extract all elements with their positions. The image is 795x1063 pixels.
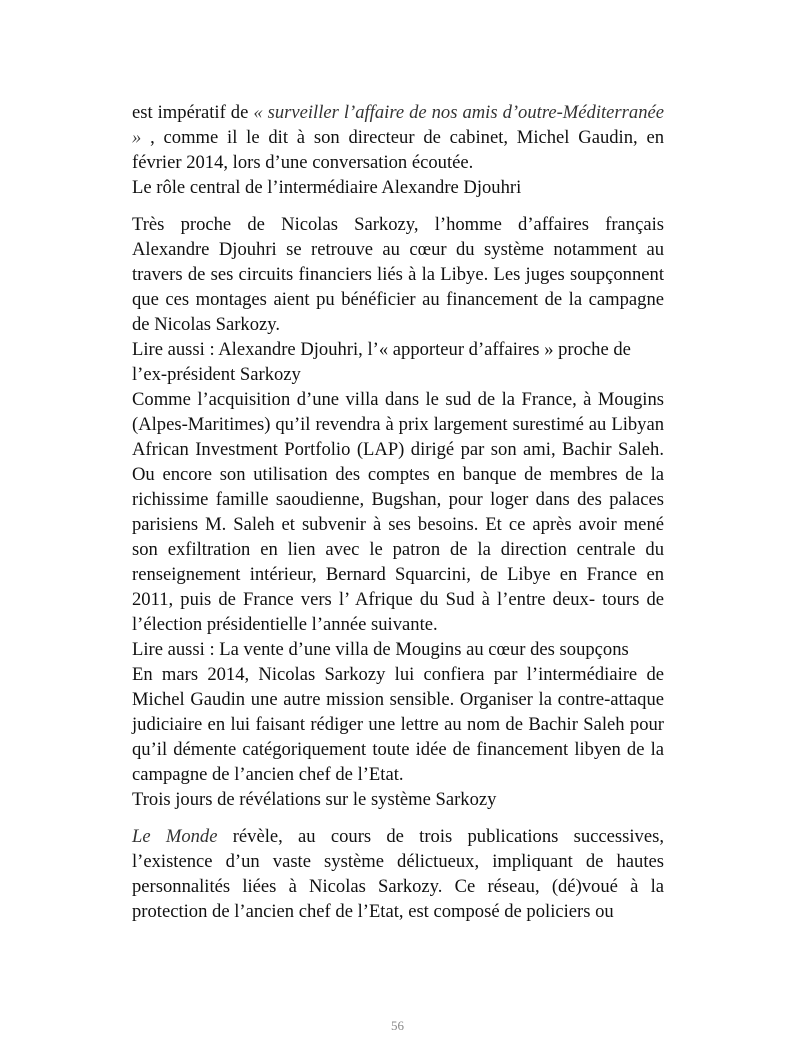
paragraph-le-monde — [132, 824, 664, 924]
paragraph-counter-attack: En mars 2014, Nicolas Sarkozy lui confiera par l’intermédiaire de Michel Gaudin une autre mission sensible. Organiser la contre-attaque judiciaire en lui faisant rédiger une lettre au nom de Bachir Saleh pour qu’il démente catégoriquement toute idée de financement libyen de la campagne de l’ancien chef de l’Etat. — [132, 664, 664, 785]
intro-text-start: est impératif de — [132, 102, 254, 123]
paragraph-villa-mougins: Comme l’acquisition d’une villa dans le sud de la France, à Mougins (Alpes-Maritimes) qu’il revendra à prix largement surestimé au Libyan African Investment Portfolio (LAP) dirigé par son ami, Bachir Saleh. Ou encore son utilisation des comptes en banque de membres de la richissime famille saoudienne, Bugshan, pour loger dans des palaces parisiens M. Saleh et subvenir à ses besoins. Et ce après avoir mené son exfiltration en lien avec le patron de la direction centrale du renseignement intérieur, Bernard Squarcini, de Libye en France en 2011, puis de France vers l’ Afrique du Sud à l’entre deux- tours de l’élection présidentielle l’année suivante. — [132, 389, 664, 635]
read-also-link-djouhri[interactable]: Lire aussi : Alexandre Djouhri, l’« apporteur d’affaires » proche de l’ex-président Sarkozy — [132, 339, 631, 385]
document-page — [132, 100, 664, 924]
intro-paragraph — [132, 100, 664, 175]
read-also-link-villa[interactable]: Lire aussi : La vente d’une villa de Mougins au cœur des soupçons — [132, 639, 629, 660]
newspaper-title: Le Monde — [132, 826, 218, 847]
paragraph-le-monde-text: révèle, au cours de trois publications successives, l’existence d’un vaste système délictueux, impliquant de hautes personnalités liées à Nicolas Sarkozy. Ce réseau, (dé)voué à la protection de l’ancien chef de l’Etat, est composé de policiers ou — [132, 826, 664, 922]
page-number: 56 — [391, 1018, 404, 1033]
intro-quote: « surveiller l’affaire de nos amis d’outre-Méditerranée » — [132, 102, 665, 148]
section-heading-revelations: Trois jours de révélations sur le système Sarkozy — [132, 789, 497, 810]
intro-text-end: , comme il le dit à son directeur de cabinet, Michel Gaudin, en février 2014, lors d’une conversation écoutée. — [132, 127, 664, 173]
paragraph-djouhri-intro: Très proche de Nicolas Sarkozy, l’homme d’affaires français Alexandre Djouhri se retrouve au cœur du système notamment au travers de ses circuits financiers liés à la Libye. Les juges soupçonnent que ces montages aient pu bénéficier au financement de la campagne de Nicolas Sarkozy. — [132, 214, 664, 335]
section-heading-djouhri: Le rôle central de l’intermédiaire Alexandre Djouhri — [132, 177, 522, 198]
